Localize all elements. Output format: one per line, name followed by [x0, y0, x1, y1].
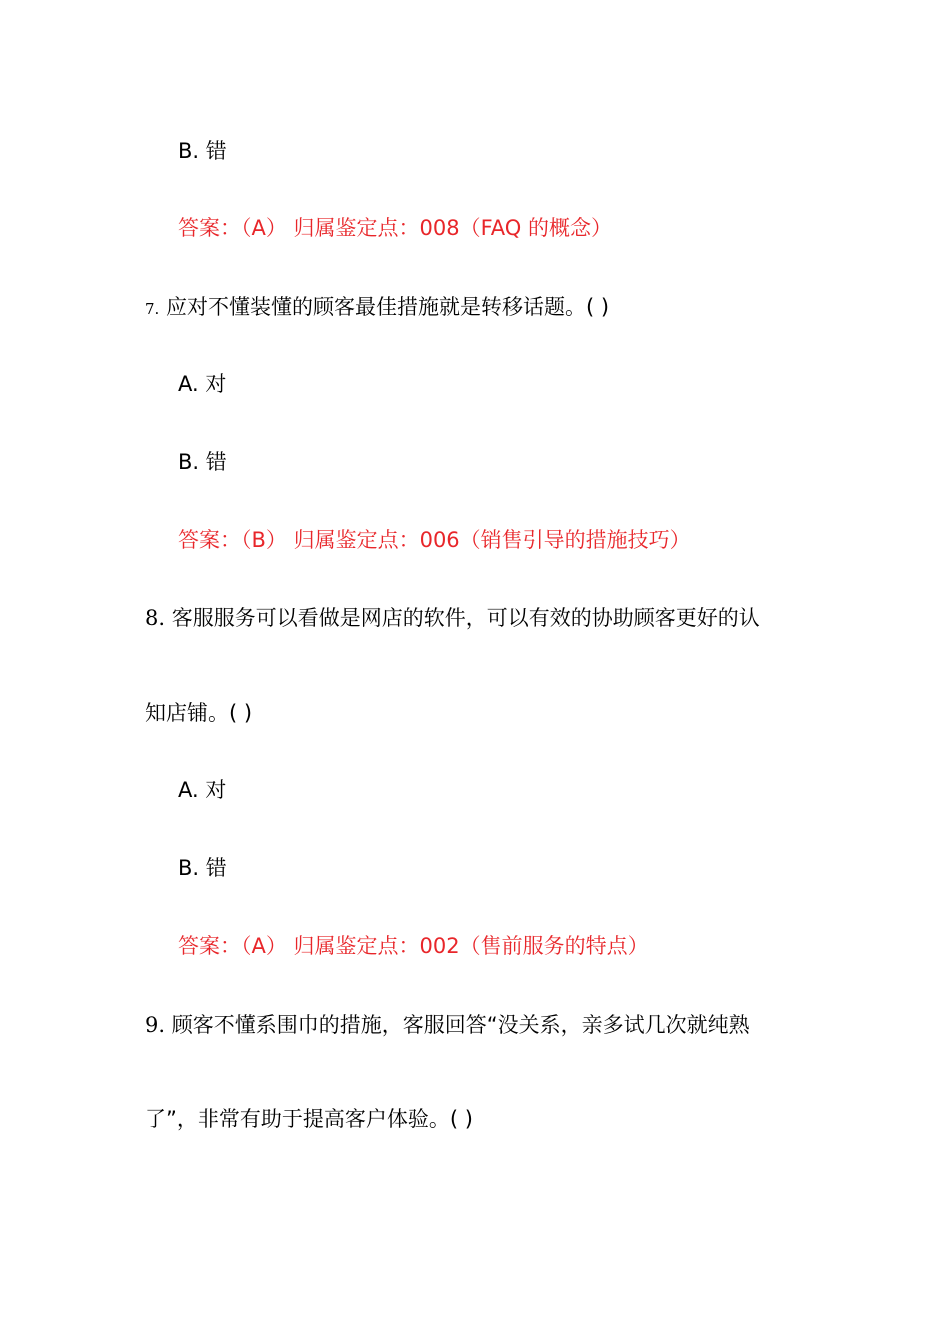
question-7-text: 应对不懂装懂的顾客最佳措施就是转移话题。( )	[166, 295, 610, 319]
q8-option-b: B. 错	[178, 856, 227, 880]
q7-option-a: A. 对	[178, 372, 227, 396]
question-7-number: 7.	[145, 300, 160, 318]
question-8	[145, 604, 760, 632]
question-9-number: 9.	[145, 1013, 166, 1037]
question-7	[145, 293, 609, 323]
q6-answer: 答案：（A） 归属鉴定点：008（FAQ 的概念）	[178, 216, 612, 240]
q8-answer: 答案：（A） 归属鉴定点：002（售前服务的特点）	[178, 934, 649, 958]
question-9-text: 顾客不懂系围巾的措施，客服回答“没关系，亲多试几次就纯熟	[171, 1013, 750, 1037]
question-8-text: 客服服务可以看做是网店的软件，可以有效的协助顾客更好的认	[171, 606, 760, 630]
q7-answer: 答案：（B） 归属鉴定点：006（销售引导的措施技巧）	[178, 528, 691, 552]
q7-option-b: B. 错	[178, 450, 227, 474]
question-8-continuation: 知店铺。( )	[145, 701, 253, 725]
q6-option-b: B. 错	[178, 139, 227, 163]
q8-option-a: A. 对	[178, 778, 227, 802]
question-8-number: 8.	[145, 606, 166, 630]
question-9-continuation: 了”，非常有助于提高客户体验。( )	[145, 1107, 473, 1131]
question-9	[145, 1011, 750, 1039]
